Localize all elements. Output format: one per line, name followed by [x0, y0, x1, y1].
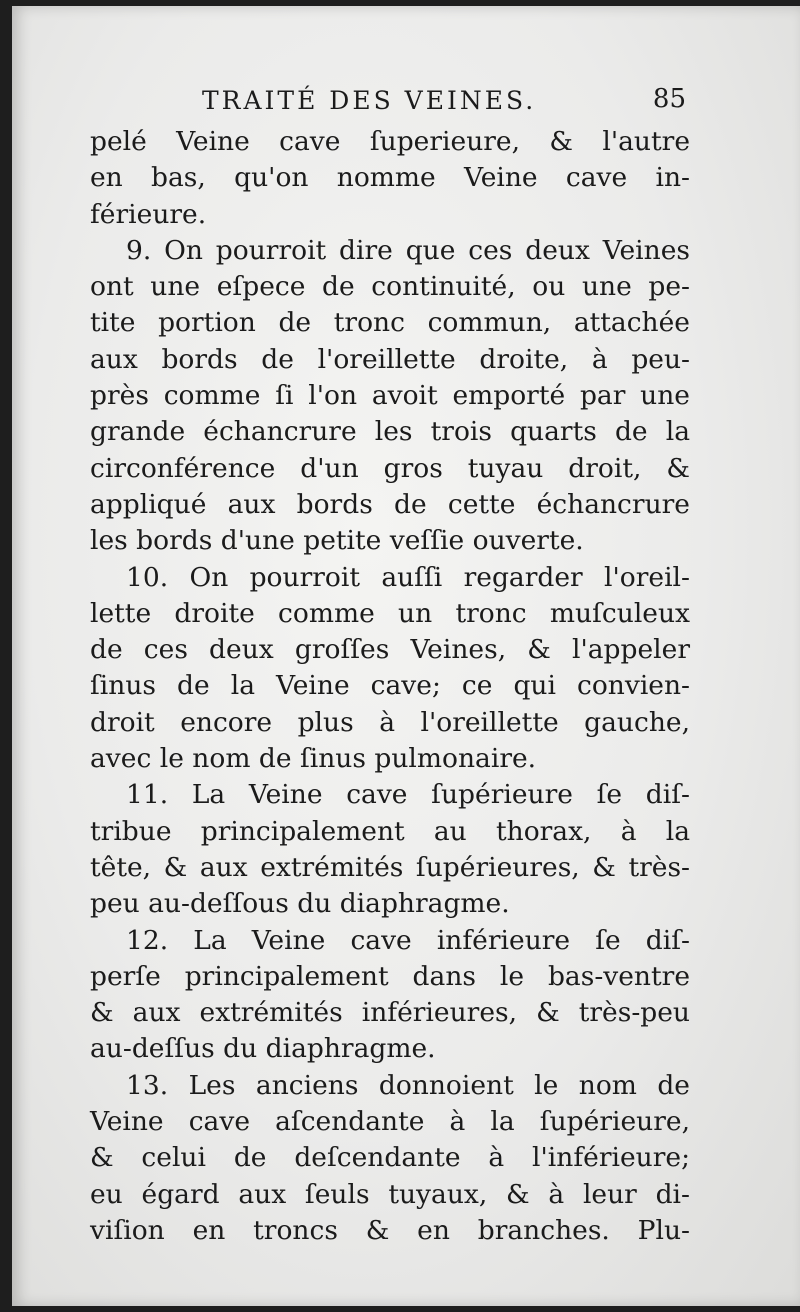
text-line: aux bords de l'oreillette droite, à peu- — [90, 343, 690, 375]
text-line: férieure. — [90, 198, 207, 230]
text-line: lette droite comme un tronc muſculeux — [90, 597, 690, 629]
text-line: droit encore plus à l'oreillette gauche, — [90, 706, 690, 738]
text-line: viſion en troncs & en branches. Plu- — [90, 1214, 690, 1246]
book-page — [12, 6, 800, 1306]
paragraph-9-start: 9. On pourroit dire que ces deux Veines — [126, 234, 690, 266]
paragraph-13-start: 13. Les anciens donnoient le nom de — [126, 1069, 690, 1101]
text-line: appliqué aux bords de cette échancrure — [90, 488, 690, 520]
text-line: tite portion de tronc commun, attachée — [90, 307, 690, 339]
text-line: en bas, qu'on nomme Veine cave in- — [90, 162, 690, 194]
text-line: grande échancrure les trois quarts de la — [90, 416, 690, 448]
text-line: perſe principalement dans le bas-ventre — [90, 960, 690, 992]
running-head-title: TRAITÉ DES VEINES. — [202, 86, 537, 115]
paragraph-10-start: 10. On pourroit auſſi regarder l'oreil- — [126, 561, 690, 593]
text-line: pelé Veine cave ſuperieure, & l'autre — [90, 126, 690, 157]
paragraph-12-start: 12. La Veine cave inférieure ſe diſ- — [126, 924, 690, 956]
text-line: tribue principalement au thorax, à la — [90, 815, 690, 847]
text-line: tête, & aux extrémités ſupérieures, & très- — [90, 851, 690, 883]
text-line: Veine cave aſcendante à la ſupérieure, — [90, 1106, 690, 1138]
text-line: de ces deux groſſes Veines, & l'appeler — [90, 634, 690, 666]
page-text — [90, 80, 690, 1249]
text-line: & celui de deſcendante à l'inférieure; — [90, 1142, 690, 1174]
text-line: les bords d'une petite veſſie ouverte. — [90, 525, 584, 557]
text-line: peu au-deſſous du diaphragme. — [90, 888, 510, 920]
text-line: ſinus de la Veine cave; ce qui convien- — [90, 670, 690, 702]
text-line: & aux extrémités inférieures, & très-peu — [90, 997, 690, 1029]
running-head — [90, 80, 690, 124]
page-number: 85 — [652, 84, 686, 114]
paragraph-11-start: 11. La Veine cave ſupérieure ſe diſ- — [126, 779, 690, 811]
text-line: au-deſſus du diaphragme. — [90, 1033, 436, 1065]
text-line: eu égard aux ſeuls tuyaux, & à leur di- — [90, 1178, 690, 1210]
text-line: ont une eſpece de continuité, ou une pe- — [90, 271, 690, 303]
text-line: avec le nom de ſinus pulmonaire. — [90, 743, 537, 775]
text-line: près comme ſi l'on avoit emporté par une — [90, 380, 690, 412]
text-line: circonférence d'un gros tuyau droit, & — [90, 452, 690, 484]
